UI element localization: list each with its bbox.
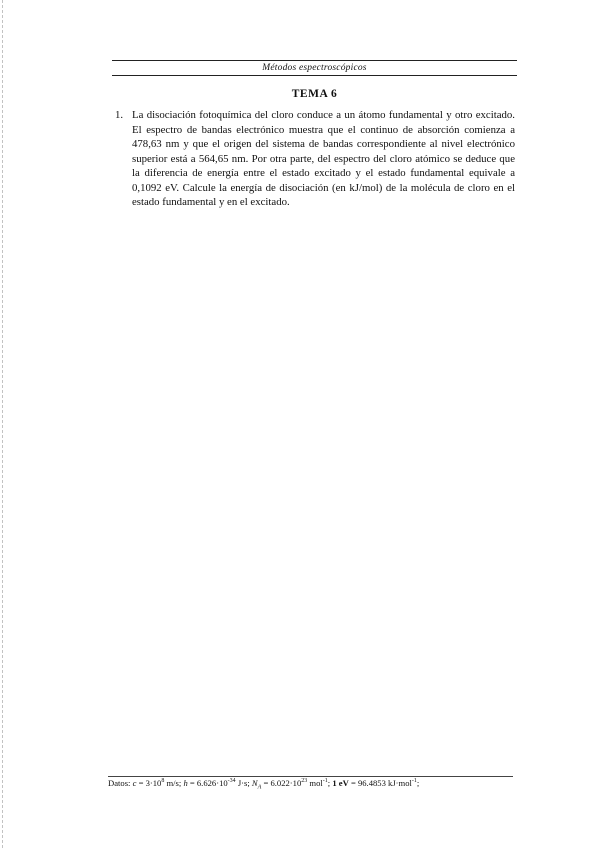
page-title: TEMA 6 [291, 88, 338, 100]
h-unit: J·s; [235, 778, 252, 788]
ev-value: = 96.4853 kJ·mol [348, 778, 412, 788]
footer-separator: ; [327, 778, 333, 788]
ev-label: 1 eV [332, 778, 349, 788]
na-unit: mol [307, 778, 323, 788]
na-exponent: 23 [301, 778, 308, 785]
running-header [112, 60, 517, 76]
problem-number: 1. [115, 109, 124, 121]
footer-data [108, 778, 528, 794]
c-value: = 3·10 [136, 778, 162, 788]
problem-text: La disociación fotoquímica del cloro conduce a un átomo fundamental y otro excitado. El espectro de bandas electrónico muestra que el continuo de absorción comienza a 478,63 nm y que el origen del sistema de bandas correspondiente al nivel electrónico superior está a 564,65 nm. Por otra parte, del espectro del cloro atómico se deduce que la diferencia de energía entre el estado excitado y el estado fundamental equivale a 0,1092 eV. Calcule la energía de disociación (en kJ/mol) de la molécula de cloro en el estado fundamental y en el excitado. [132, 109, 515, 208]
na-unit-exponent: -1 [322, 778, 328, 785]
h-variable: h [183, 778, 188, 788]
h-exponent: -34 [227, 778, 236, 785]
na-value: = 6.022·10 [261, 778, 302, 788]
c-variable: c [132, 778, 137, 788]
c-unit: m/s; [164, 778, 184, 788]
ev-exponent: -1 [411, 778, 417, 785]
scan-left-edge [2, 0, 4, 848]
footer-label: Datos: [108, 778, 133, 788]
h-value: = 6.626·10 [187, 778, 228, 788]
c-exponent: 8 [161, 778, 165, 785]
na-subscript: A [257, 784, 262, 791]
na-variable: N [251, 778, 258, 788]
footer-end: ; [416, 778, 420, 788]
footer-rule [108, 776, 513, 777]
problem-item [115, 108, 515, 210]
running-header-text: Métodos espectroscópicos [262, 63, 367, 73]
